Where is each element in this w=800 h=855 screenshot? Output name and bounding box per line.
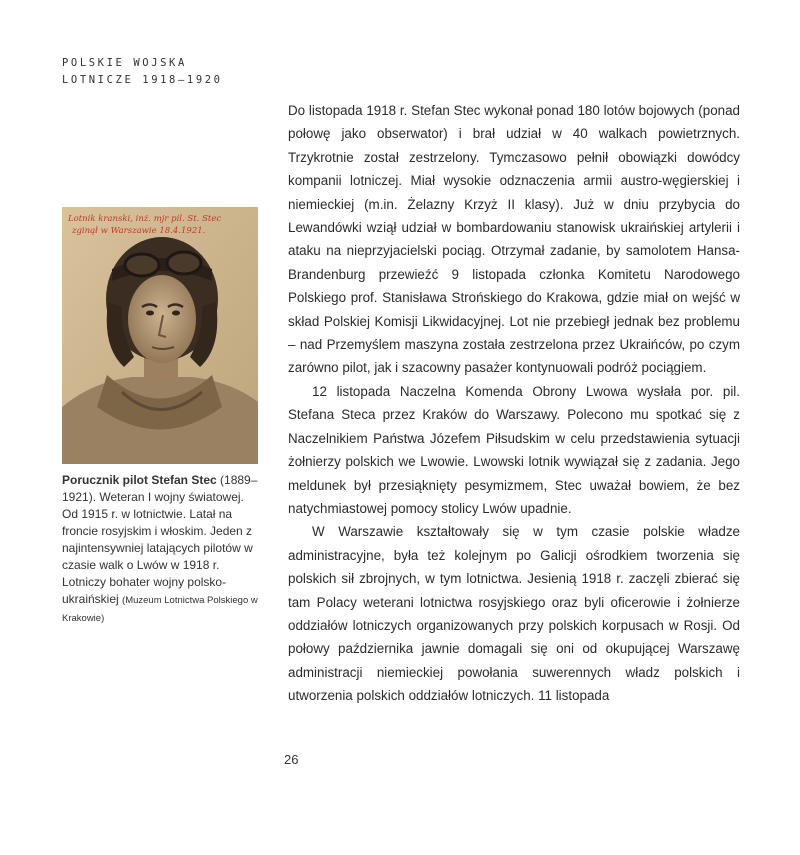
portrait-photo-illustration [62,207,258,464]
photo-inscription-line-2: zginął w Warszawie 18.4.1921. [72,226,206,236]
body-text [288,99,740,708]
paragraph-1: Do listopada 1918 r. Stefan Stec wykonał ponad 180 lotów bojowych (ponad połowę jako obserwator) i brał udział w 40 walkach powietrznych. Trzykrotnie został zestrzelony. Tymczasowo pełnił obowiązki dowódcy kompanii lotniczej. Miał wysokie odznaczenia armii austro-węgierskiej i niemieckiej (m.in. Żelazny Krzyż II klasy). Już w dniu przybycia do Lewandówki wziął udział w bombardowaniu stanowisk ukraińskiej artylerii i ataku na nieprzyjacielski pociąg. Otrzymał zadanie, by samolotem Hansa-Brandenburg przewieźć 9 listopada członka Komitetu Narodowego Polskiego prof. Stanisława Strońskiego do Krakowa, gdzie miał on wejść w skład Polskiej Komisji Likwidacyjnej. Lot nie przebiegł jednak bez problemu – nad Przemyślem maszyna została zestrzelona przez Ukraińców, po czym zarówno pilot, jak i szacowny pasażer kontynuowali podróż pociągiem. [288,103,740,376]
photo-inscription-line-1: Lotnik kranski, inż. mjr pil. St. Stec [68,214,222,224]
running-head [62,55,223,89]
caption-source: (Muzeum Lotnictwa Polskiego w Krakowie) [62,595,258,624]
page-number: 26 [284,752,299,767]
caption-text: (1889–1921). Weteran I wojny światowej. Od 1915 r. w lotnictwie. Latał na froncie rosyjskim i włoskim. Jeden z najintensywniej latających pilotów w czasie walk o Lwów w 1918 r. Lotniczy bohater wojny polsko-ukraińskiej [62,473,258,606]
portrait-photo [62,207,258,464]
photo-caption [62,472,262,627]
caption-title: Porucznik pilot Stefan Stec [62,473,217,487]
running-head-line-2: LOTNICZE 1918–1920 [62,74,223,86]
paragraph-3: W Warszawie kształtowały się w tym czasie polskie władze administracyjne, była też kolejnym po Galicji ośrodkiem tworzenia się polskich sił zbrojnych, w tym lotnictwa. Jesienią 1918 r. zaczęli zbierać się tam Polacy weterani lotnictwa rosyjskiego oraz byli oficerowie i żołnierze oddziałów lotniczych organizowanych przy polskich korpusach w Rosji. Od połowy października jawnie domagali się oni od okupującej Warszawę administracji niemieckiej powołania suwerennych władz polskich i utworzenia polskich oddziałów lotniczych. 11 listopada [288,524,740,704]
running-head-line-1: POLSKIE WOJSKA [62,57,187,69]
paragraph-2: 12 listopada Naczelna Komenda Obrony Lwowa wysłała por. pil. Stefana Steca przez Kraków do Warszawy. Polecono mu spotkać się z Naczelnikiem Państwa Józefem Piłsudskim w celu przedstawienia sytuacji żołnierzy polskich we Lwowie. Lwowski lotnik wywiązał się z zadania. Jego meldunek był przesiąknięty pesymizmem, Stec uważał bowiem, że bez natychmiastowej pomocy stolicy Lwów upadnie. [288,383,740,516]
